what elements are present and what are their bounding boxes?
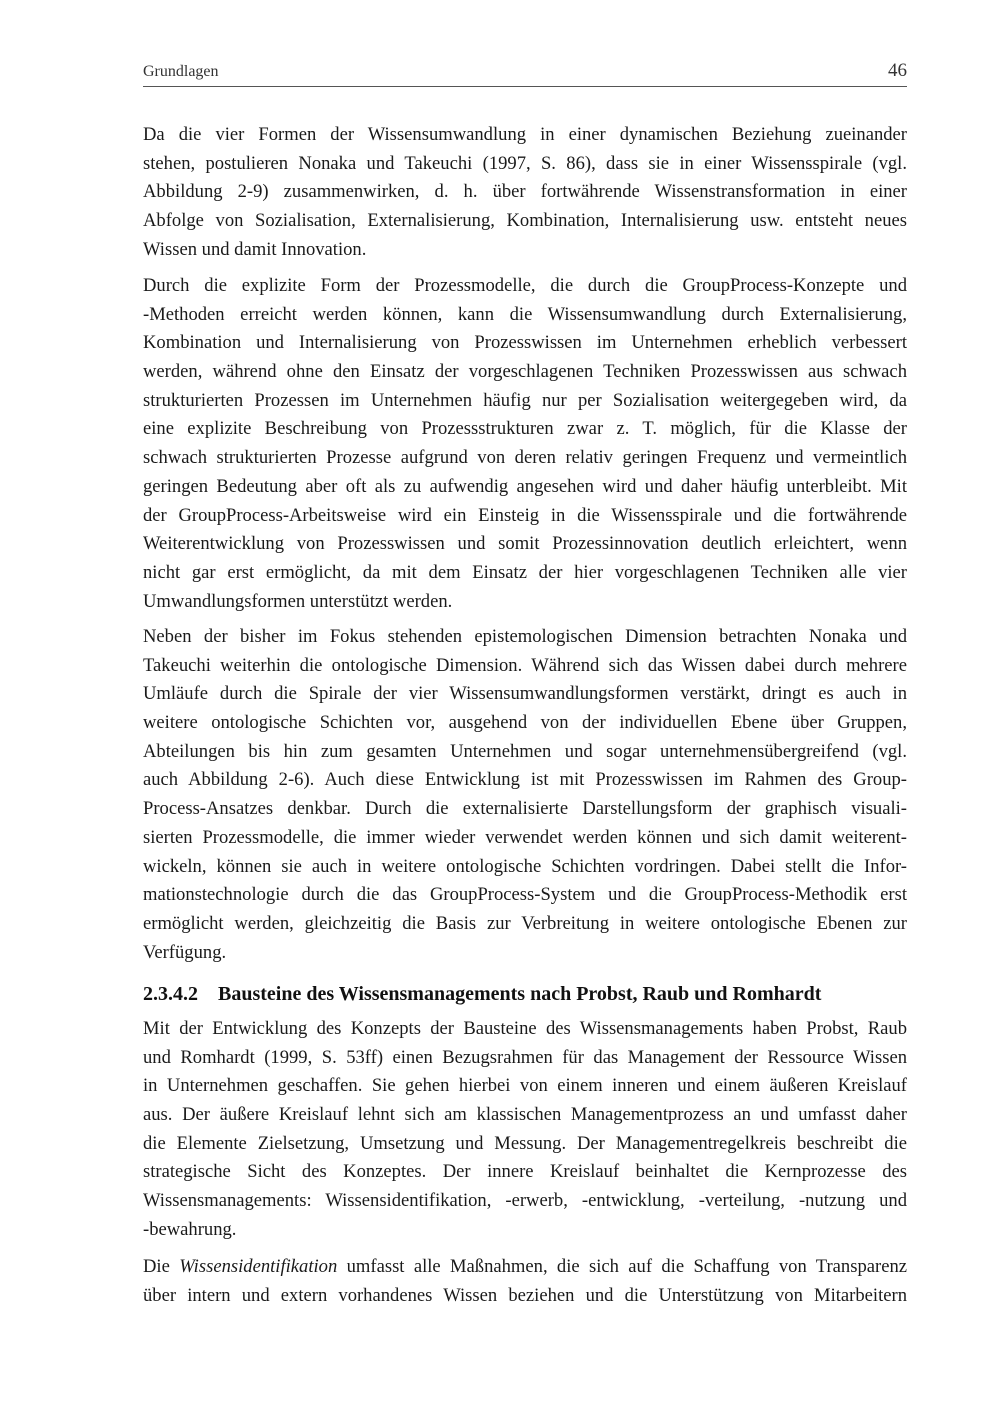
text-line: -bewahrung. [143,1218,237,1240]
text-line: stehen, postulieren Nonaka und Takeuchi (1997, S. 86), dass sie in einer Wissensspirale (vgl. [143,152,907,174]
text-line: Da die vier Formen der Wissensumwandlung in einer dynamischen Beziehung zueinander [143,124,907,145]
paragraph-prozessmodelle [143,272,907,616]
text-line: eine explizite Beschreibung von Prozessstrukturen zwar z. T. möglich, für die Klasse der [143,418,907,440]
text-line: der GroupProcess-Arbeitsweise wird ein Einsteig in die Wissensspirale und die fortwährende [143,504,907,526]
text-line: -Methoden erreicht werden können, kann die Wissensumwandlung durch Externalisierung, [143,303,907,325]
text-line: Process-Ansatzes denkbar. Durch die externalisierte Darstellungsform der graphisch visuali- [143,798,907,820]
text-line: Abfolge von Sozialisation, Externalisierung, Kombination, Internalisierung usw. entsteht neues [143,210,907,232]
text-line: Kombination und Internalisierung von Prozesswissen im Unternehmen erheblich verbessert [143,332,907,354]
text-line: in Unternehmen geschaffen. Sie gehen hierbei von einem inneren und einem äußeren Kreislauf [143,1075,907,1097]
text-line: die Elemente Zielsetzung, Umsetzung und Messung. Der Managementregelkreis beschreibt die [143,1132,907,1154]
paragraph-bausteine [143,1015,907,1245]
text-line: über intern und extern vorhandenes Wissen beziehen und die Unterstützung von Mitarbeitern [143,1284,907,1306]
text-line: Umwandlungsformen unterstützt werden. [143,590,453,612]
text-line: Umläufe durch die Spirale der vier Wissensumwandlungsformen verstärkt, dringt es auch in [143,683,907,705]
text-line: schwach strukturierten Prozesse aufgrund von deren relativ geringen Frequenz und vermeintlich [143,447,907,469]
text-line: Takeuchi weiterhin die ontologische Dimension. Während sich das Wissen dabei durch mehrere [143,654,907,676]
text-line: Neben der bisher im Fokus stehenden epistemologischen Dimension betrachten Nonaka und [143,626,907,647]
text-line: sierten Prozessmodelle, die immer wieder verwendet werden können und sich damit weiterent- [143,826,907,848]
text-line: Wissensmanagements: Wissensidentifikation, -erwerb, -entwicklung, -verteilung, -nutzung und [143,1190,907,1212]
text-line: weitere ontologische Schichten vor, ausgehend von der individuellen Ebene über Gruppen, [143,712,907,734]
text-line: ermöglicht werden, gleichzeitig die Basis zur Verbreitung in weitere ontologische Ebenen zur [143,912,907,934]
text-line: auch Abbildung 2-6). Auch diese Entwicklung ist mit Prozesswissen im Rahmen des Group- [143,769,907,791]
text-run: umfasst alle Maßnahmen, die sich auf die Schaffung von Transparenz [346,1256,908,1277]
section-heading [143,979,907,1009]
text-line: strukturierten Prozessen im Unternehmen häufig nur per Sozialisation weitergegeben wird, da [143,389,907,411]
text-line: Durch die explizite Form der Prozessmodelle, die durch die GroupProcess-Konzepte und [143,275,907,296]
text-run: Die [143,1256,170,1277]
text-line: Wissen und damit Innovation. [143,238,367,260]
text-line: mationstechnologie durch die das GroupProcess-System und die GroupProcess-Methodik erst [143,884,907,906]
text-line: Weiterentwicklung von Prozesswissen und somit Prozessinnovation deutlich erleichtert, wenn [143,533,907,555]
text-line: strategische Sicht des Konzeptes. Der innere Kreislauf beinhaltet die Kernprozesse des [143,1161,907,1183]
paragraph-wissensidentifikation [143,1253,907,1310]
text-line: geringen Bedeutung aber oft als zu aufwendig angesehen wird und daher häufig unterbleibt. Mit [143,475,907,497]
text-line: Abteilungen bis hin zum gesamten Unternehmen und sogar unternehmensübergreifend (vgl. [143,740,907,762]
text-line: nicht gar erst ermöglicht, da mit dem Einsatz der hier vorgeschlagenen Techniken alle vier [143,561,907,583]
text-line [143,1253,907,1282]
text-line: Mit der Entwicklung des Konzepts der Bausteine des Wissensmanagements haben Probst, Raub [143,1018,907,1039]
page-header [143,60,907,87]
section-title: Bausteine des Wissensmanagements nach Probst, Raub und Romhardt [218,983,822,1005]
text-line: Abbildung 2-9) zusammenwirken, d. h. über fortwährende Wissenstransformation in einer [143,181,907,203]
paragraph-wissensspirale [143,121,907,264]
section-number: 2.3.4.2 [143,983,198,1005]
emphasized-term: Wissensidentifikation [179,1256,338,1277]
text-line: wickeln, können sie auch in weitere ontologische Schichten vordringen. Dabei stellt die Infor- [143,855,907,877]
running-title: Grundlagen [143,63,219,80]
paragraph-ontologische-dimension [143,623,907,967]
text-line: Verfügung. [143,941,227,963]
text-line: aus. Der äußere Kreislauf lehnt sich am klassischen Managementprozess an und umfasst daher [143,1104,907,1126]
page-number: 46 [888,60,907,81]
text-line: werden, während ohne den Einsatz der vorgeschlagenen Techniken Prozesswissen aus schwach [143,361,907,383]
text-line: und Romhardt (1999, S. 53ff) einen Bezugsrahmen für das Management der Ressource Wissen [143,1046,907,1068]
